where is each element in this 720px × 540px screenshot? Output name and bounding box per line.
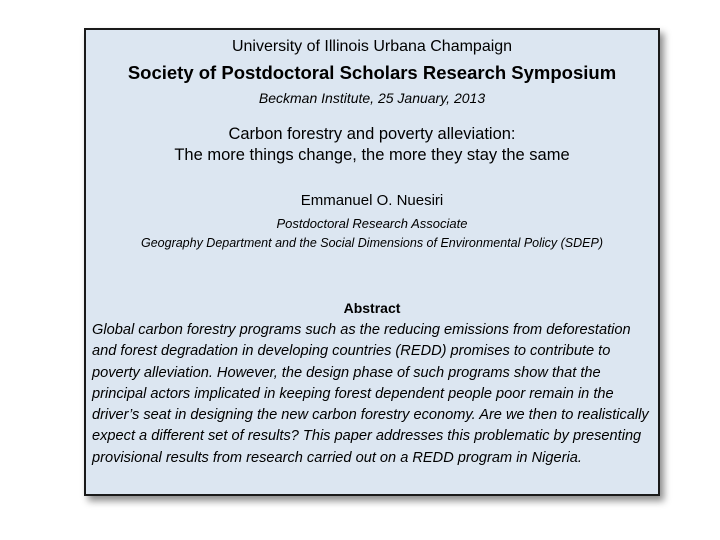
symposium-title: Society of Postdoctoral Scholars Research Symposium [127,62,617,83]
abstract-body: Global carbon forestry programs such as the reducing emissions from deforestation and forest degradation in developing countries (REDD) promises to contribute to poverty alleviation. However, the design phase of such programs show that the principal actors implicated in keeping forest dependent people poor remain in the driver’s seat in designing the new carbon forestry economy. Are we then to realistically expect a different set of results? This paper addresses this problematic by presenting provisional results from research carried out on a REDD program in Nigeria. [92,322,649,466]
talk-title-line-2: The more things change, the more they stay the same [174,146,570,164]
author-name: Emmanuel O. Nuesiri [300,192,444,209]
abstract-heading: Abstract [343,300,401,316]
author-department: Geography Department and the Social Dimensions of Environmental Policy (SDEP) [140,236,604,250]
venue-date: Beckman Institute, 25 January, 2013 [258,90,486,106]
university-name: University of Illinois Urbana Champaign [231,38,513,55]
talk-title [86,124,658,166]
talk-title-line-1: Carbon forestry and poverty alleviation: [228,125,516,143]
slide-content-box [84,28,660,496]
author-role: Postdoctoral Research Associate [276,216,468,231]
